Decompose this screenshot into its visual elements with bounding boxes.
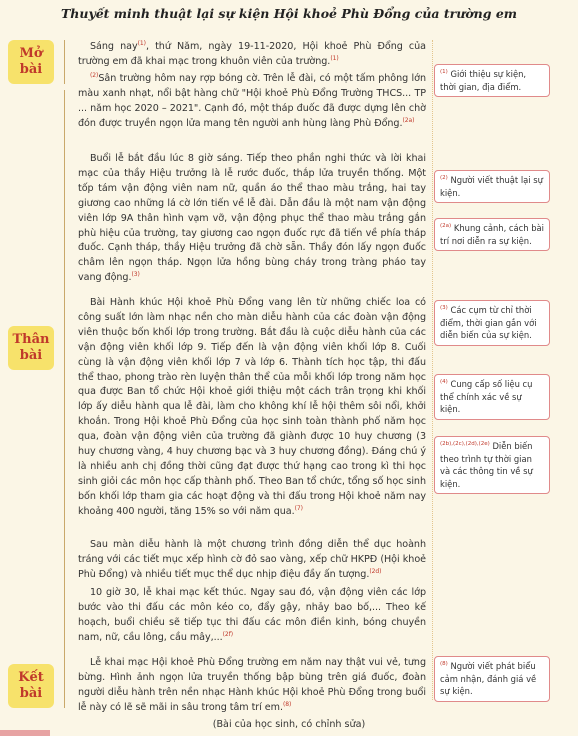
paragraph-ceremony: Buổi lễ bắt đầu lúc 8 giờ sáng. Tiếp theo phần nghi thức và lời khai mạc của thầy Hiệu trưởng là lễ rước đuốc, thắp lửa truyền thống. Một tốp tám vận động viên nam nữ, quần áo thể thao màu trắng, hai tay giương cao những lá cờ lớn tiến về lễ đài. Dẫn đầu là một nam vận động viên lớp 9A thân hình vạm vỡ, vận động phục thể thao màu trắng gắn phù hiệu của trường, tay giương cao ngọn đuốc rực đã tiến về phía tháp đuốc. Cạnh tháp, thầy Hiệu trưởng đã chờ sẵn. Thầy đón lấy ngọn đuốc châm lên ngọn tháp. Ngọn lửa hồng bùng cháy trong tràng pháo tay vang động.$^{(3)}$ bbox=[78, 153, 426, 284]
note-box: $^{(3)}$ Các cụm từ chỉ thời điểm, thời gian gắn với diễn biến của sự kiện. bbox=[434, 300, 550, 346]
divider bbox=[432, 40, 433, 700]
decorative-strip bbox=[0, 730, 50, 736]
source-citation: (Bài của học sinh, có chỉnh sửa) bbox=[212, 719, 366, 730]
note-box: $^{(8)}$ Người viết phát biểu cảm nhận, đánh giá về sự kiện. bbox=[434, 656, 550, 702]
section-label-than-bai: Thân bài bbox=[8, 326, 54, 370]
page-title: Thuyết minh thuật lại sự kiện Hội khoẻ Phù Đổng của trường em bbox=[60, 6, 518, 21]
paragraph-competition: 10 giờ 30, lễ khai mạc kết thúc. Ngay sau đó, vận động viên các lớp bước vào thi đấu các môn kéo co, đẩy gậy, nhảy bao bố,... Theo kế hoạch, buổi chiều sẽ tiếp tục thi đấu các môn điền kinh, bóng chuyền nam, nữ, cầu lông, cầu mây,...$^{(2f)}$ bbox=[78, 587, 426, 643]
paragraph-parade: Bài Hành khúc Hội khoẻ Phù Đổng vang lên từ những chiếc loa có công suất lớn làm nhạc nền cho màn diễu hành của các đoàn vận động viên thuộc bốn khối lớp trong trường. Bắt đầu là cuộc diễu hành của các vận động viên khối lớp 9. Tiếp đến là vận động viên khối lớp 8. Cuối cùng là vận động viên khối lớp 7 và lớp 6. Thành tích học tập, thi đấu thể thao, phong trào rèn luyện thân thể của mỗi khối lớp trong năm học qua được Ban tổ chức Hội khoẻ giới thiệu một cách trân trọng khi khối lớp ấy diễu hành qua lễ đài, làm cho không khí lễ hội thêm sôi nổi, khởi khoắn. Trong Hội khoẻ Phù Đổng của học sinh toàn thành phố năm học qua, đoàn vận động viên của trường đã giành được 10 huy chương (3 huy chương vàng, 4 huy chương bạc và 3 huy chương đồng). Đáng chú ý là nhiều anh chị đồng thời cũng đạt được thứ hạng cao trong kì thi học sinh giỏi các môn học cấp thành phố. Theo Ban tổ chức, tổng số học sinh bốn khối lớp tham gia các hoạt động và thi đấu trong Hội khoẻ năm nay khoảng 400 người, tăng 15% so với năm qua.$^{(7)}$ bbox=[78, 297, 426, 517]
note-box: $^{(2)}$ Người viết thuật lại sự kiện. bbox=[434, 170, 550, 203]
paragraph-conclusion: Lễ khai mạc Hội khoẻ Phù Đổng trường em năm nay thật vui vẻ, tưng bừng. Hình ảnh ngọn lửa truyền thống bập bùng trên giá đuốc, đoàn người diễu hành trên nền nhạc Hành khúc Hội khoẻ Phù Đổng trong buổi lễ này có lẽ sẽ mãi in sâu trong tâm trí em.$^{(8)}$ bbox=[78, 657, 426, 713]
section-bracket bbox=[64, 656, 65, 708]
section-bracket bbox=[64, 90, 65, 680]
paragraph-intro: Sáng nay$^{(1)}$, thứ Năm, ngày 19-11-2020, Hội khoẻ Phù Đổng của trường em đã khai mạc trong khuôn viên của trường.$^{(1)}$ bbox=[78, 39, 426, 67]
note-box: $^{(1)}$ Giới thiệu sự kiện, thời gian, địa điểm. bbox=[434, 64, 550, 97]
note-box: $^{(2a)}$ Khung cảnh, cách bài trí nơi diễn ra sự kiện. bbox=[434, 218, 550, 251]
note-box: $^{(4)}$ Cung cấp số liệu cụ thể chính xác về sự kiện. bbox=[434, 374, 550, 420]
section-bracket bbox=[64, 40, 65, 84]
section-label-mo-bai: Mở bài bbox=[8, 40, 54, 84]
note-box: $^{(2b),(2c),(2d),(2e)}$ Diễn biến theo trình tự thời gian và các thông tin về sự kiện. bbox=[434, 436, 550, 494]
paragraph-scene: $^{(2)}$Sân trường hôm nay rợp bóng cờ. Trên lễ đài, có một tấm phông lớn màu xanh nhạt, nổi bật hàng chữ "Hội khoẻ Phù Đổng Trường THCS... TP ... năm học 2020 – 2021". Cạnh đó, một tháp đuốc đã được dựng lên chờ đón được truyền ngọn lửa mang tên người anh hùng làng Phù Đổng.$^{(2a)}$ bbox=[78, 71, 426, 129]
section-label-ket-bai: Kết bài bbox=[8, 664, 54, 708]
paragraph-performance: Sau màn diễu hành là một chương trình đồng diễn thể dục hoành tráng với các tiết mục xếp hình cờ đỏ sao vàng, xếp chữ HKPĐ (Hội khoẻ Phù Đổng) và nhiều tiết mục thể dục nhịp điệu đầy ấn tượng.$^{(2d)}$ bbox=[78, 539, 426, 580]
